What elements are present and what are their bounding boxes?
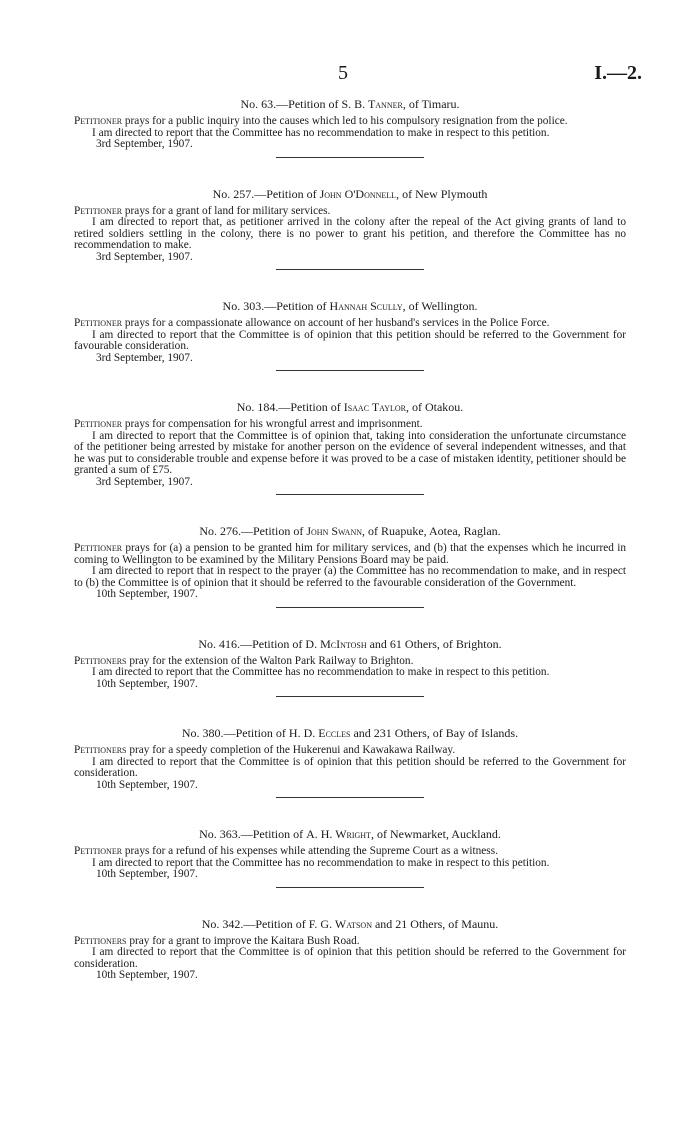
petitioner-place-separator: , (396, 186, 403, 201)
petition-of-label: —Petition of (254, 186, 317, 201)
petition-prayer (74, 116, 626, 128)
prayer-lead: Petitioner (74, 317, 123, 329)
petitioner-place: of New Plymouth (402, 186, 488, 201)
petition-prayer (74, 318, 626, 330)
prayer-text: prays for compensation for his wrongful arrest and imprisonment. (124, 418, 423, 430)
report-date: 3rd September, 1907. (96, 138, 193, 150)
committee-report: I am directed to report that the Committee is of opinion that this petition should be referred to the Government for favourable consideration. (74, 328, 626, 352)
section-divider (276, 157, 424, 158)
section-divider (276, 269, 424, 270)
committee-report: I am directed to report that the Committee has no recommendation to make in respect to this petition. (92, 856, 550, 869)
petition-number: No. 363. (199, 827, 241, 841)
petition-title (74, 98, 626, 111)
prayer-text: prays for a public inquiry into the causes which led to his compulsory resignation from the police. (124, 115, 568, 127)
petitioner-place-separator: , (402, 97, 409, 111)
petition-title (74, 727, 626, 740)
parliamentary-paper-reference: I.—2. (594, 62, 642, 84)
petitioner-place: and 21 Others, of Maunu. (374, 916, 499, 931)
petition-entry (74, 918, 626, 982)
petition-prayer (74, 543, 626, 566)
section-divider (276, 797, 424, 798)
petition-entry (74, 188, 626, 271)
petitioner-place: of Otakou. (411, 400, 464, 414)
petition-entry (74, 300, 626, 371)
petition-entry (74, 638, 626, 698)
prayer-text: prays for a compassionate allowance on account of her husband's services in the Police Force. (124, 317, 550, 329)
petitions-list (74, 98, 626, 1012)
prayer-lead: Petitioner (74, 845, 123, 857)
petition-title (74, 918, 626, 931)
page-number: 5 (338, 62, 348, 84)
petitioner-place: of Ruapuke, Aotea, Raglan. (368, 524, 501, 538)
petitioner-name: F. G. Watson (308, 916, 372, 931)
petitioner-place-separator: , (402, 299, 409, 313)
petition-title (74, 638, 626, 651)
committee-report: I am directed to report that in respect to the prayer (a) the Committee has no recommendation to make, and in respect to (b) the Committee is of opinion that it should be referred to the favourable consideration of the Government. (74, 565, 626, 589)
petition-of-label: —Petition of (278, 400, 341, 414)
section-divider (276, 607, 424, 608)
committee-report: I am directed to report that the Committee has no recommendation to make in respect to this petition. (92, 666, 550, 678)
prayer-text: pray for a speedy completion of the Hukerenui and Kawakawa Railway. (129, 744, 456, 756)
prayer-text: pray for a grant to improve the Kaitara Bush Road. (129, 934, 360, 947)
prayer-lead: Petitioners (74, 744, 127, 756)
prayer-lead: Petitioner (74, 204, 123, 217)
petition-of-label: —Petition of (264, 299, 327, 313)
petitioner-place: of Timaru. (408, 97, 460, 111)
petition-entry (74, 828, 626, 888)
petitioner-name: H. D. Eccles (288, 726, 351, 740)
petition-number: No. 257. (212, 186, 255, 201)
petition-prayer (74, 419, 626, 431)
committee-report: I am directed to report that, as petitioner arrived in the colony after the repeal of the Act giving grants of land to retired soldiers settling in the colony, there is no power to grant his petition, and therefore the Committee has no recommendation to make. (74, 216, 626, 251)
petitioner-name: John Swann (306, 524, 363, 538)
petitioner-name: Hannah Scully (329, 299, 403, 313)
section-divider (276, 696, 424, 697)
petitioner-place-separator: , (362, 524, 369, 538)
petition-of-label: —Petition of (240, 636, 303, 651)
petitioner-name: Isaac Taylor (343, 400, 406, 414)
section-divider (276, 494, 424, 495)
report-date: 3rd September, 1907. (96, 250, 193, 263)
petition-of-label: —Petition of (241, 524, 304, 538)
section-divider (276, 887, 424, 888)
petitioner-place-separator: , (405, 400, 412, 414)
prayer-text: prays for a grant of land for military services. (124, 204, 331, 217)
petition-title (74, 188, 626, 201)
petitioner-place: and 231 Others, of Bay of Islands. (353, 726, 519, 740)
petition-entry (74, 525, 626, 608)
report-date: 10th September, 1907. (96, 778, 198, 791)
report-date: 10th September, 1907. (96, 677, 198, 690)
report-date: 10th September, 1907. (96, 868, 198, 880)
petition-of-label: —Petition of (223, 726, 286, 740)
petitioner-name: A. H. Wright (306, 827, 371, 841)
petition-of-label: —Petition of (243, 916, 306, 931)
prayer-lead: Petitioners (74, 934, 127, 947)
petitioner-name: John O'Donnell (319, 186, 397, 201)
prayer-lead: Petitioners (74, 654, 127, 667)
petitioner-place-separator: , (370, 827, 377, 841)
report-date: 3rd September, 1907. (96, 475, 193, 488)
committee-report: I am directed to report that the Committee is of opinion that, taking into consideration the unfortunate circumstance of the petitioner being arrested by mistake for another person on the evidence of several independent witnesses, and that he was put to considerable trouble and expense before it was proved to be a case of mistaken identity, petitioner should be granted a sum of £75. (74, 429, 626, 476)
petition-title (74, 525, 626, 538)
report-date: 10th September, 1907. (96, 969, 198, 981)
petitioner-name: S. B. Tanner (341, 97, 403, 111)
petitioner-place: and 61 Others, of Brighton. (369, 636, 502, 651)
prayer-lead: Petitioner (74, 542, 123, 554)
petition-number: No. 380. (181, 726, 224, 740)
petition-entry (74, 727, 626, 798)
petition-of-label: —Petition of (240, 827, 304, 841)
committee-report: I am directed to report that the Committee is of opinion that this petition should be referred to the Government for consideration. (74, 755, 626, 779)
petition-number: No. 342. (201, 916, 244, 931)
section-divider (276, 370, 424, 371)
report-date: 10th September, 1907. (96, 588, 198, 600)
petitioner-place: of Newmarket, Auckland. (376, 827, 501, 841)
petition-entry (74, 401, 626, 495)
petition-number: No. 184. (236, 400, 279, 414)
petition-number: No. 303. (222, 299, 265, 313)
petition-title (74, 828, 626, 841)
committee-report: I am directed to report that the Committee is of opinion that this petition should be referred to the Government for consideration. (74, 946, 626, 970)
prayer-text: prays for (a) a pension to be granted him for military services, and (b) that the expenses which he incurred in coming to Wellington to be examined by the Military Pensions Board may be paid. (74, 542, 626, 566)
petitioner-place: of Wellington. (408, 299, 478, 313)
prayer-lead: Petitioner (74, 115, 123, 127)
petition-title (74, 300, 626, 313)
petition-prayer (74, 745, 626, 757)
prayer-text: pray for the extension of the Walton Park Railway to Brighton. (129, 654, 414, 667)
petition-number: No. 276. (199, 524, 241, 538)
page-header (0, 62, 700, 86)
petition-number: No. 416. (198, 636, 241, 651)
petition-of-label: —Petition of (276, 97, 339, 111)
prayer-lead: Petitioner (74, 418, 123, 430)
petition-number: No. 63. (240, 97, 277, 111)
committee-report: I am directed to report that the Committee has no recommendation to make in respect to this petition. (92, 126, 550, 139)
petition-prayer (74, 846, 626, 858)
petitioner-name: D. McIntosh (305, 636, 367, 651)
petition-title (74, 401, 626, 414)
report-date: 3rd September, 1907. (96, 351, 193, 364)
petition-entry (74, 98, 626, 158)
prayer-text: prays for a refund of his expenses while attending the Supreme Court as a witness. (124, 845, 498, 857)
